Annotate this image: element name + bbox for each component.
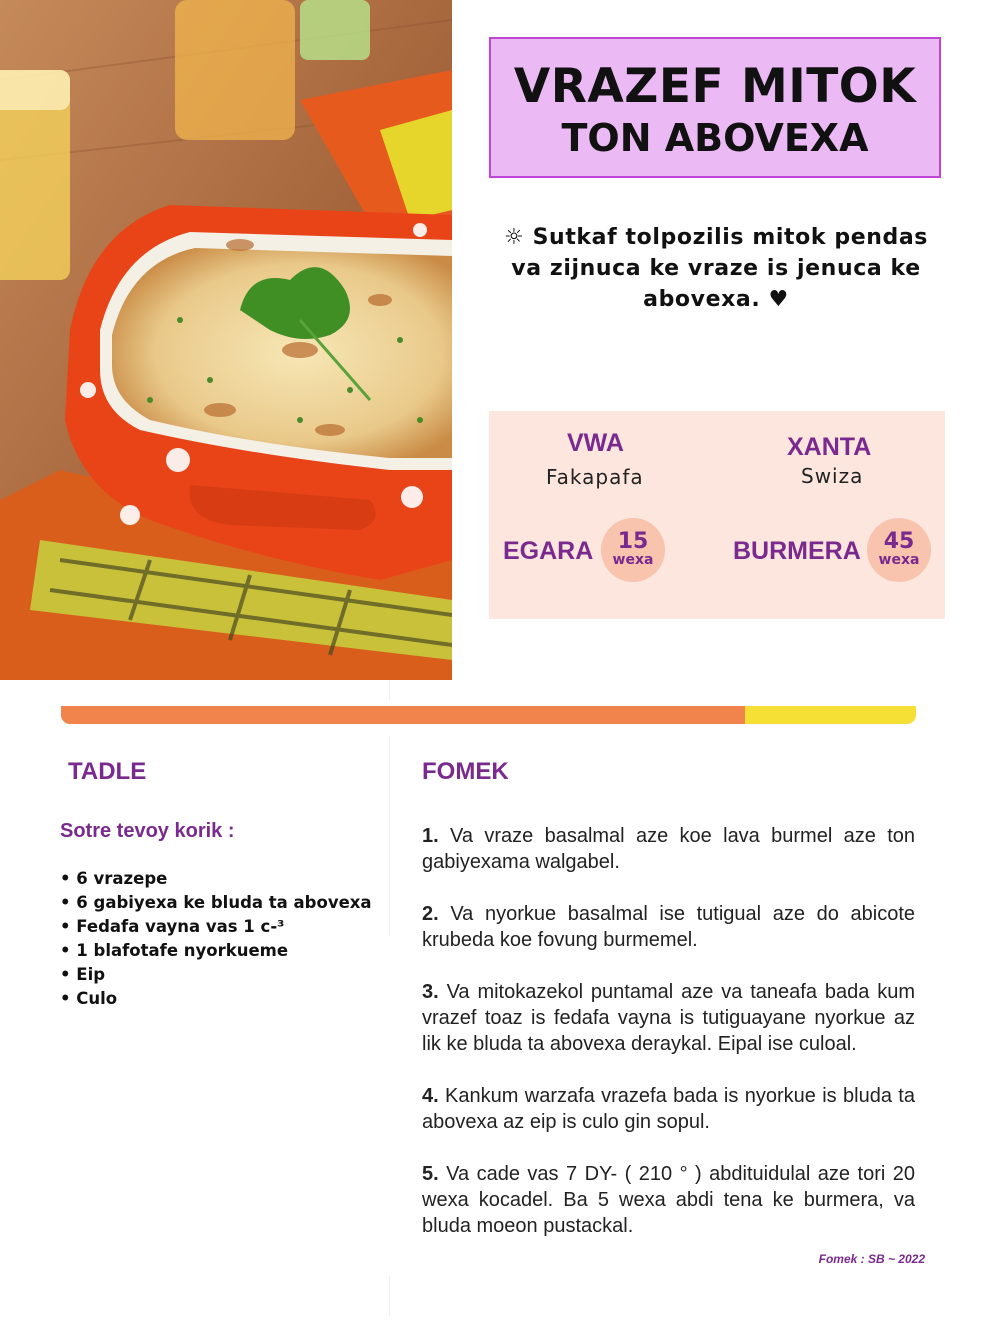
method-step [422,1083,915,1135]
recipe-title-line2: TON ABOVEXA [561,116,869,160]
method-step [422,823,915,875]
method-heading: FOMEK [422,758,509,785]
ingredient-item: • Fedafa vayna vas 1 c-³ [60,915,372,939]
burmera-label: BURMERA [733,537,861,565]
method-steps [422,823,915,1265]
column-divider-top [389,680,390,700]
step-text: Va mitokazekol puntamal aze va taneafa bada kum vrazef toaz is fedafa vayna is tutiguayane nyorkue az lik ke bluda ta abovexa deraykal. Eipal ise culoal. [422,981,915,1055]
burmera-time-unit: wexa [878,552,920,568]
step-number: 5. [422,1163,439,1185]
egara-time-number: 15 [617,529,649,554]
burmera-time-badge [867,518,931,582]
column-divider-bottom [389,1276,390,1316]
vwa-label: VWA [567,429,624,457]
step-number: 4. [422,1085,439,1107]
step-number: 3. [422,981,439,1003]
ingredient-item: • 6 gabiyexa ke bluda ta abovexa [60,891,372,915]
recipe-intro: ☼ Sutkaf tolpozilis mitok pendas va zijnuca ke vraze is jenuca ke abovexa. ♥ [504,225,928,312]
ingredient-item: • Culo [60,987,372,1011]
method-step [422,979,915,1057]
column-divider [389,736,390,936]
ingredient-item: • 1 blafotafe nyorkueme [60,939,372,963]
recipe-info-box [489,411,945,619]
ingredients-subheading: Sotre tevoy korik : [60,820,235,842]
method-step [422,1161,915,1239]
recipe-photo [0,0,452,680]
step-text: Kankum warzafa vrazefa bada is nyorkue is bluda ta abovexa az eip is culo gin sopul. [422,1085,915,1133]
egara-time-badge [601,518,665,582]
step-number: 2. [422,903,439,925]
ingredient-item: • 6 vrazepe [60,867,372,891]
step-text: Va vraze basalmal aze koe lava burmel aze ton gabiyexama walgabel. [422,825,915,873]
method-step [422,901,915,953]
section-divider-bar [61,706,916,724]
vwa-value: Fakapafa [546,465,644,489]
step-text: Va cade vas 7 DY- ( 210 ° ) abdituidulal aze tori 20 wexa kocadel. Ba 5 wexa abdi tena ke burmera, va bluda moeon pustackal. [422,1163,915,1237]
recipe-credit: Fomek : SB ~ 2022 [818,1252,925,1266]
recipe-title-box [489,37,941,178]
step-number: 1. [422,825,439,847]
divider-yellow-segment [745,706,916,724]
burmera-time-number: 45 [883,529,915,554]
ingredients-list [60,867,372,1011]
ingredients-heading: TADLE [68,758,147,785]
ingredient-item: • Eip [60,963,372,987]
step-text: Va nyorkue basalmal ise tutigual aze do abicote krubeda koe fovung burmemel. [422,903,915,951]
xanta-label: XANTA [787,433,872,461]
recipe-title-line1: VRAZEF MITOK [513,59,917,114]
egara-label: EGARA [503,537,594,565]
egara-time-unit: wexa [612,552,654,568]
divider-orange-segment [61,706,745,724]
xanta-value: Swiza [801,464,864,488]
